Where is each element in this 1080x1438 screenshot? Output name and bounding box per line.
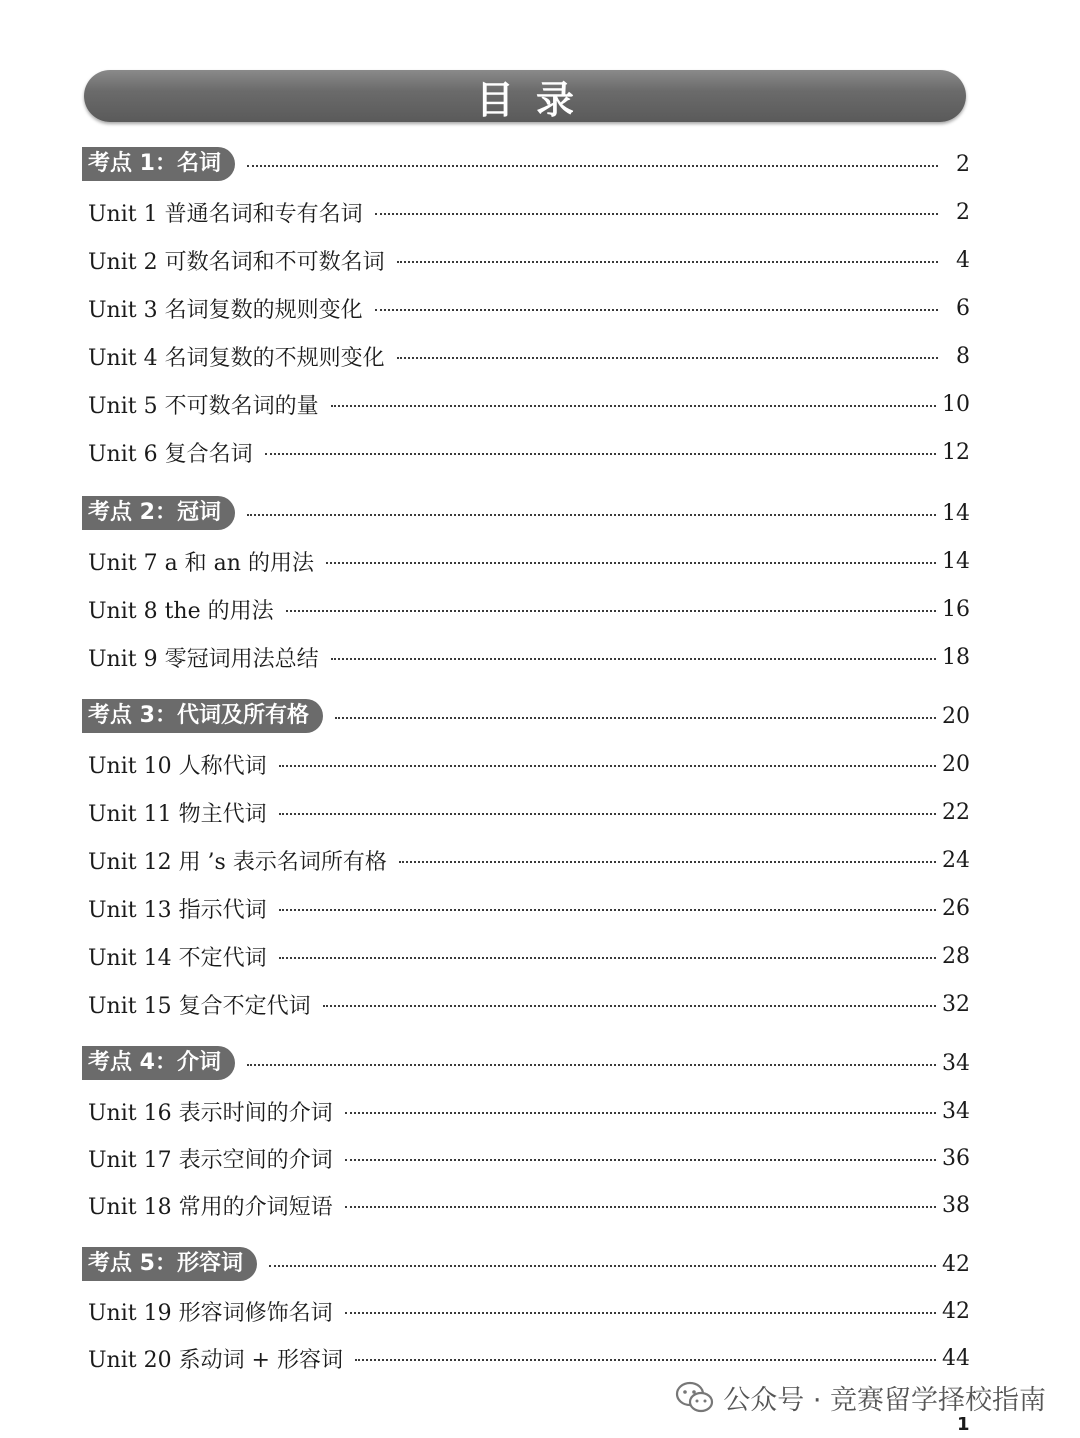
toc-unit-row [82,936,972,976]
dot-leader [345,1159,936,1161]
toc-page-number: 4 [956,247,970,273]
toc-unit-row [82,888,972,928]
toc-unit-row [82,744,972,784]
dot-leader [331,405,936,407]
unit-title: Unit 16 表示时间的介词 [88,1100,333,1126]
dot-leader [345,1112,936,1114]
toc-page-number: 42 [942,1251,970,1277]
toc-unit-row [82,1138,972,1178]
toc-page-number: 28 [942,943,970,969]
toc-unit-row [82,336,972,376]
unit-title: Unit 18 常用的介词短语 [88,1194,333,1220]
toc-section-row [82,1043,972,1083]
toc-page-number: 18 [942,644,970,670]
toc-page-number: 20 [942,751,970,777]
toc-page-number: 36 [942,1145,970,1171]
unit-title: Unit 3 名词复数的规则变化 [88,297,363,323]
dot-leader [345,1312,936,1314]
dot-leader [247,514,936,516]
toc-page-number: 14 [942,500,970,526]
dot-leader [247,165,938,167]
section-title: 考点 3：代词及所有格 [82,699,323,733]
toc-page-number: 24 [942,847,970,873]
toc-page-number: 34 [942,1050,970,1076]
dot-leader [375,213,938,215]
section-title: 考点 1：名词 [82,147,235,181]
toc-page-number: 6 [956,295,970,321]
unit-title: Unit 9 零冠词用法总结 [88,646,319,672]
dot-leader [279,813,936,815]
toc-page-number: 34 [942,1098,970,1124]
toc-page-number: 12 [942,439,970,465]
toc-unit-row [82,384,972,424]
dot-leader [331,658,936,660]
toc-unit-row [82,288,972,328]
unit-title: Unit 13 指示代词 [88,897,267,923]
toc-unit-row [82,192,972,232]
toc-page-number: 32 [942,991,970,1017]
unit-title: Unit 2 可数名词和不可数名词 [88,249,385,275]
unit-title: Unit 11 物主代词 [88,801,267,827]
toc-page-number: 22 [942,799,970,825]
toc-section-row [82,144,972,184]
dot-leader [345,1206,936,1208]
dot-leader [279,957,936,959]
section-title: 考点 2：冠词 [82,496,235,530]
toc-page-number: 44 [942,1345,970,1371]
dot-leader [397,357,938,359]
dot-leader [323,1005,936,1007]
dot-leader [397,261,938,263]
unit-title: Unit 12 用 ’s 表示名词所有格 [88,849,387,875]
unit-title: Unit 6 复合名词 [88,441,253,467]
toc-unit-row [82,541,972,581]
toc-page-number: 42 [942,1298,970,1324]
toc-page-number: 2 [956,151,970,177]
unit-title: Unit 15 复合不定代词 [88,993,311,1019]
dot-leader [269,1265,936,1267]
toc-unit-row [82,1338,972,1378]
page-title: 目录 [475,77,596,122]
toc-section-row [82,493,972,533]
dot-leader [247,1064,936,1066]
unit-title: Unit 17 表示空间的介词 [88,1147,333,1173]
toc-unit-row [82,1291,972,1331]
dot-leader [355,1359,936,1361]
toc-unit-row [82,589,972,629]
toc-unit-row [82,637,972,677]
dot-leader [399,861,936,863]
toc-page-number: 38 [942,1192,970,1218]
toc-unit-row [82,984,972,1024]
unit-title: Unit 4 名词复数的不规则变化 [88,345,385,371]
toc-unit-row [82,1185,972,1225]
toc-page-number: 26 [942,895,970,921]
unit-title: Unit 20 系动词 + 形容词 [88,1347,343,1373]
toc-section-row [82,1244,972,1284]
dot-leader [265,453,936,455]
toc-page-number: 10 [942,391,970,417]
toc-unit-row [82,432,972,472]
unit-title: Unit 8 the 的用法 [88,598,274,624]
toc-page-number: 16 [942,596,970,622]
dot-leader [279,765,936,767]
toc-page-number: 2 [956,199,970,225]
toc-unit-row [82,792,972,832]
wechat-icon [675,1381,715,1415]
section-title: 考点 5：形容词 [82,1247,257,1281]
toc-page-number: 8 [956,343,970,369]
unit-title: Unit 14 不定代词 [88,945,267,971]
unit-title: Unit 19 形容词修饰名词 [88,1300,333,1326]
unit-title: Unit 5 不可数名词的量 [88,393,319,419]
title-banner [84,70,966,122]
toc-unit-row [82,240,972,280]
dot-leader [286,610,936,612]
watermark [675,1378,1046,1417]
dot-leader [279,909,936,911]
toc-unit-row [82,840,972,880]
unit-title: Unit 1 普通名词和专有名词 [88,201,363,227]
watermark-text: 公众号 · 竞赛留学择校指南 [723,1385,1046,1416]
toc-unit-row [82,1091,972,1131]
toc-page-number: 14 [942,548,970,574]
section-title: 考点 4：介词 [82,1046,235,1080]
toc-section-row [82,696,972,736]
toc-page-number: 20 [942,703,970,729]
unit-title: Unit 10 人称代词 [88,753,267,779]
unit-title: Unit 7 a 和 an 的用法 [88,550,314,576]
page-number: 1 [957,1414,970,1435]
dot-leader [335,717,936,719]
dot-leader [375,309,938,311]
dot-leader [326,562,936,564]
